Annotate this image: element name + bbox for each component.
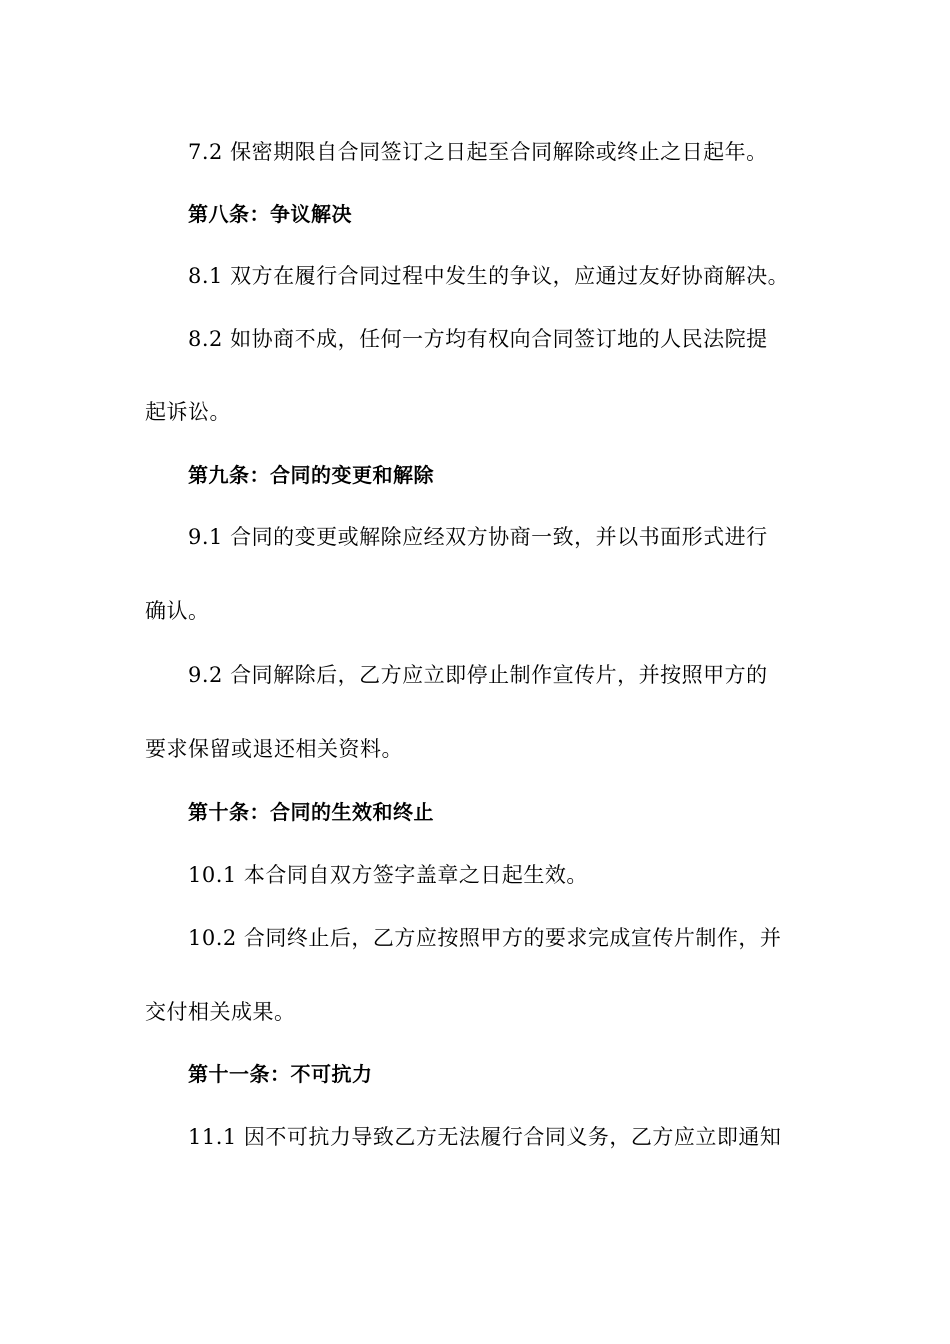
clause-9-2-text: 9.2 合同解除后，乙方应立即停止制作宣传片，并按照甲方的	[188, 663, 768, 687]
clause-10-1-text: 10.1 本合同自双方签字盖章之日起生效。	[188, 863, 588, 887]
clause-11-1-text: 11.1 因不可抗力导致乙方无法履行合同义务，乙方应立即通知	[188, 1125, 782, 1149]
article-10-heading: 第十条：合同的生效和终止	[188, 800, 434, 824]
article-9-heading: 第九条：合同的变更和解除	[188, 463, 434, 487]
clause-8-2-text: 8.2 如协商不成，任何一方均有权向合同签订地的人民法院提	[188, 327, 768, 351]
clause-9-1-text: 9.1 合同的变更或解除应经双方协商一致，并以书面形式进行	[188, 525, 768, 549]
article-11-heading: 第十一条：不可抗力	[188, 1062, 373, 1086]
clause-7-2-text: 7.2 保密期限自合同签订之日起至合同解除或终止之日起年。	[188, 140, 768, 164]
clause-8-1-text: 8.1 双方在履行合同过程中发生的争议，应通过友好协商解决。	[188, 264, 790, 288]
clause-10-2-continuation: 交付相关成果。	[145, 1000, 296, 1024]
clause-9-1-continuation: 确认。	[145, 599, 210, 623]
article-8-heading: 第八条：争议解决	[188, 202, 352, 226]
clause-8-2-continuation: 起诉讼。	[145, 400, 231, 424]
clause-9-2-continuation: 要求保留或退还相关资料。	[145, 737, 403, 761]
clause-10-2-text: 10.2 合同终止后，乙方应按照甲方的要求完成宣传片制作，并	[188, 926, 782, 950]
